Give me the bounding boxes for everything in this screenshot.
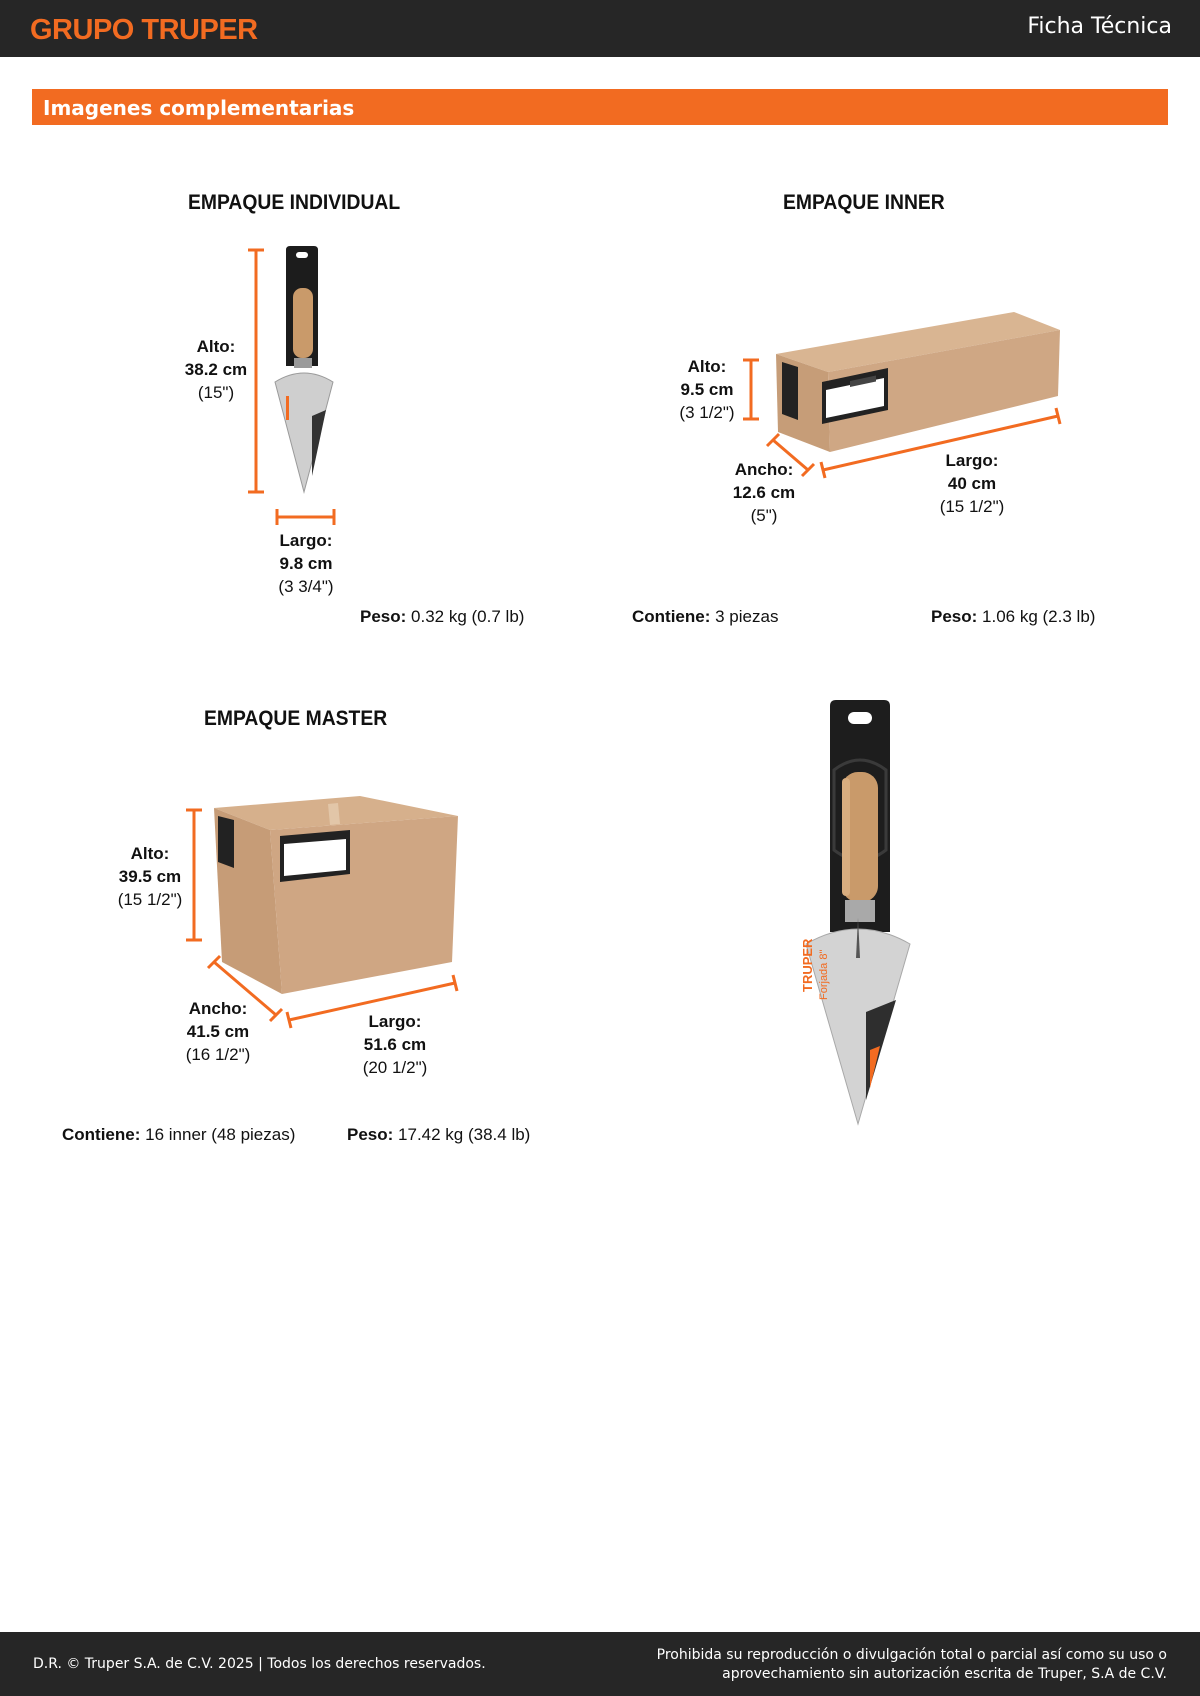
page-header xyxy=(0,0,1200,57)
info-label: Contiene: xyxy=(632,607,711,626)
dimension-value: 38.2 cm xyxy=(184,360,248,379)
trowel-illustration xyxy=(800,700,915,1128)
dimension-label: Ancho: xyxy=(188,999,248,1018)
inner-contiene xyxy=(632,607,778,627)
dimension-value: 9.8 cm xyxy=(279,554,333,573)
brand-logo: GRUPO TRUPER xyxy=(30,14,258,46)
individual-alto-dimension xyxy=(176,335,256,404)
dimension-value: 12.6 cm xyxy=(732,483,796,502)
info-value: 1.06 kg (2.3 lb) xyxy=(982,607,1096,626)
dimension-label: Largo: xyxy=(945,451,999,470)
dimension-imperial: (16 1/2") xyxy=(185,1045,251,1064)
inner-peso xyxy=(931,607,1095,627)
inner-ancho-dimension xyxy=(724,458,804,527)
master-largo-dimension xyxy=(355,1010,435,1079)
dimension-imperial: (15 1/2") xyxy=(117,890,183,909)
section-bar xyxy=(32,89,1168,125)
dimension-imperial: (3 3/4") xyxy=(278,577,334,596)
info-value: 3 piezas xyxy=(715,607,779,626)
info-value: 16 inner (48 piezas) xyxy=(145,1125,296,1144)
dimension-label: Alto: xyxy=(196,337,236,356)
inner-title: EMPAQUE INNER xyxy=(783,191,945,214)
dimension-imperial: (15 1/2") xyxy=(939,497,1005,516)
dimension-imperial: (5") xyxy=(750,506,778,525)
inner-largo-dimension xyxy=(932,449,1012,518)
dimension-value: 41.5 cm xyxy=(186,1022,250,1041)
page-footer xyxy=(0,1632,1200,1696)
individual-peso xyxy=(360,607,524,627)
master-contiene xyxy=(62,1125,295,1145)
master-title: EMPAQUE MASTER xyxy=(204,707,388,730)
inner-box-image xyxy=(770,310,1070,455)
master-alto-dimension xyxy=(110,842,190,911)
product-image xyxy=(800,700,915,1128)
dimension-imperial: (15") xyxy=(197,383,235,402)
dimension-label: Alto: xyxy=(130,844,170,863)
info-label: Contiene: xyxy=(62,1125,141,1144)
info-value: 17.42 kg (38.4 lb) xyxy=(398,1125,531,1144)
individual-title: EMPAQUE INDIVIDUAL xyxy=(188,191,401,214)
dimension-value: 40 cm xyxy=(947,474,997,493)
section-title: Imagenes complementarias xyxy=(43,96,355,120)
info-label: Peso: xyxy=(931,607,978,626)
footer-notice-line-1: Prohibida su reproducción o divulgación total o parcial así como su uso o xyxy=(656,1647,1167,1663)
dimension-value: 39.5 cm xyxy=(118,867,182,886)
inner-alto-dimension xyxy=(667,355,747,424)
master-ancho-dimension xyxy=(178,997,258,1066)
info-label: Peso: xyxy=(360,607,407,626)
master-box-image xyxy=(210,796,460,996)
document-type: Ficha Técnica xyxy=(1027,14,1172,39)
dimension-imperial: (3 1/2") xyxy=(679,403,735,422)
footer-notice-line-2: aprovechamiento sin autorización escrita de Truper, S.A de C.V. xyxy=(722,1666,1167,1682)
footer-notice xyxy=(607,1646,1167,1684)
dimension-label: Largo: xyxy=(368,1012,422,1031)
master-peso xyxy=(347,1125,530,1145)
footer-copyright: D.R. © Truper S.A. de C.V. 2025 | Todos los derechos reservados. xyxy=(33,1656,486,1672)
individual-largo-dimension xyxy=(266,529,346,598)
product-model-label: Forjada 8" xyxy=(818,949,830,1000)
dimension-imperial: (20 1/2") xyxy=(362,1058,428,1077)
dimension-label: Ancho: xyxy=(734,460,794,479)
product-brand-label: TRUPER xyxy=(800,938,815,992)
info-value: 0.32 kg (0.7 lb) xyxy=(411,607,525,626)
individual-trowel-image xyxy=(272,246,336,494)
info-label: Peso: xyxy=(347,1125,394,1144)
dimension-value: 51.6 cm xyxy=(363,1035,427,1054)
dimension-label: Alto: xyxy=(687,357,727,376)
master-dimension-lines xyxy=(0,0,1,1)
dimension-value: 9.5 cm xyxy=(680,380,734,399)
dimension-label: Largo: xyxy=(279,531,333,550)
